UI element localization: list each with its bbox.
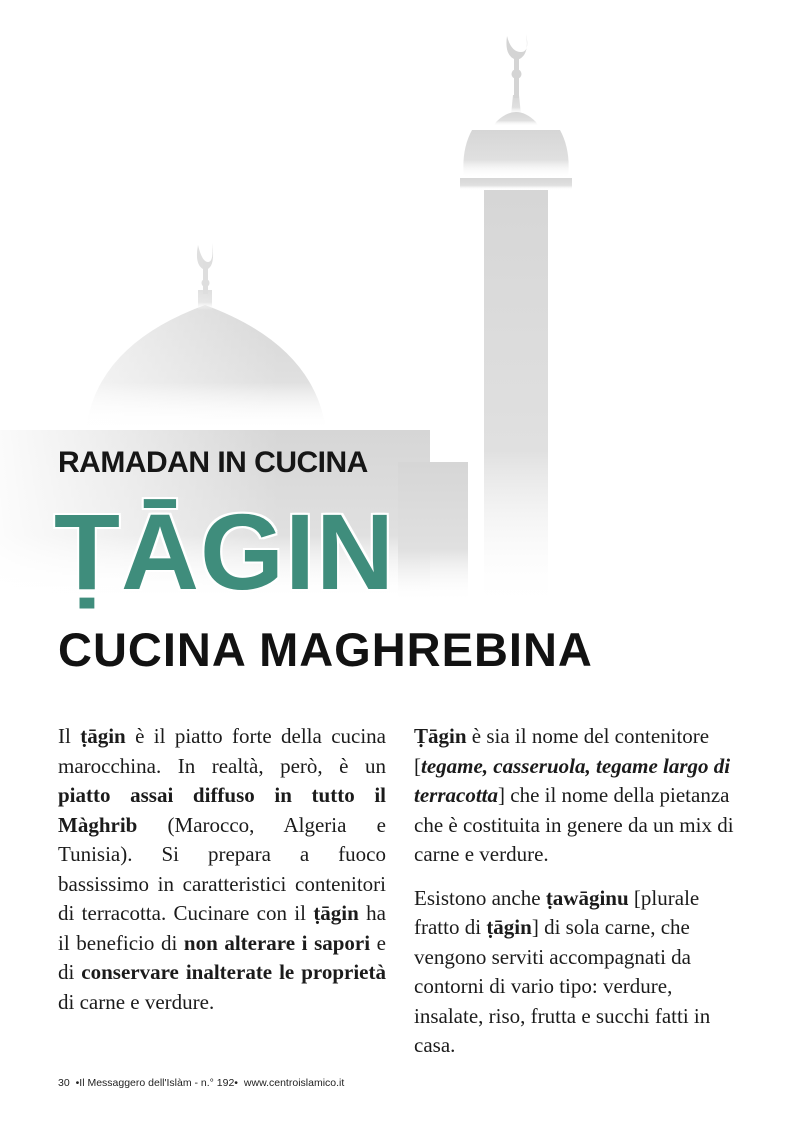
text: Il [58,724,81,748]
text: è il piatto forte della cucina marocchina. In realtà, però, è un [58,724,386,778]
page-subtitle: CUCINA MAGHREBINA [58,623,593,676]
website-link[interactable]: www.centroislamico.it [243,1077,345,1089]
text: Esistono anche [414,885,546,910]
bold-term: non alterare i sapori [183,930,371,955]
paragraph [414,722,742,870]
text: è sia il nome del contenitore [ [414,724,710,778]
bold-term: ṭāgin [80,724,126,748]
magazine-name: •Il Messaggero dell'Islàm - n.° 192• [75,1077,238,1089]
bold-term: conservare inalterate le proprietà [81,960,386,984]
text: ] che il nome della pietanza che è costituita in genere da un mix di carne e verdure. [414,783,734,866]
text: e di [58,930,386,984]
paragraph [58,722,386,1017]
page-title: ṬĀGIN [54,491,395,612]
text: di carne e verdure. [58,989,215,1014]
bold-term: piatto assai diffuso in tutto il Màghrib [58,783,386,837]
left-column [58,722,386,1031]
italic-term: tegame, casseruola, tegame largo di terracotta [414,753,731,807]
bold-term: Ṭāgin [414,724,467,748]
bold-term: ṭāgin [486,915,532,939]
text: (Marocco, Algeria e Tunisia). Si prepara a fuoco bassissimo in caratteristici contenitori di terracotta. Cucinare con il [58,812,386,925]
paragraph [414,884,742,1061]
bold-term: ṭawāginu [545,885,629,910]
right-column [414,722,742,1075]
bold-term: ṭāgin [313,901,359,925]
section-kicker: RAMADAN IN CUCINA [58,446,368,479]
text: ] di sola carne, che vengono serviti accompagnati da contorni di vario tipo: verdure, insalate, riso, frutta e succhi fatti in casa. [414,915,711,1057]
page-number: 30 [58,1077,70,1089]
text: ha il beneficio di [58,901,386,955]
page-footer [58,1077,347,1089]
text: [plurale fratto di [414,885,700,939]
